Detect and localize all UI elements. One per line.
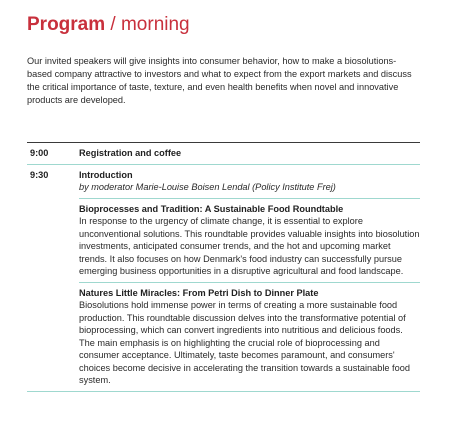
title-morning: morning xyxy=(120,14,190,35)
schedule-time: 9:00 xyxy=(30,148,49,158)
schedule-title: Registration and coffee xyxy=(79,148,182,158)
session-roundtable-1 xyxy=(79,198,420,282)
schedule-content xyxy=(79,143,420,164)
session-title: Natures Little Miracles: From Petri Dish to Dinner Plate xyxy=(79,287,319,298)
schedule-table xyxy=(27,142,420,392)
schedule-content xyxy=(79,165,420,198)
schedule-title: Introduction xyxy=(79,169,133,180)
schedule-row-registration xyxy=(27,142,420,164)
session-description: In response to the urgency of climate change, it is essential to explore unconventional solutions. This roundtable provides valuable insights into biosolution investments, anticipated consumer trends, and the hot and upcoming market trends. It also focuses on how Denmark's food industry can successfully pursue emerging business opportunities in a disruptive agricultural and food landscape. xyxy=(79,216,420,276)
page-title xyxy=(27,12,190,38)
title-separator: / xyxy=(105,14,121,35)
session-title: Bioprocesses and Tradition: A Sustainable Food Roundtable xyxy=(79,203,344,214)
session-description: Biosolutions hold immense power in terms of creating a more sustainable food production. This roundtable discussion delves into the transformative potential of bioprocessing, which can convert ingredients into nutritious and delicious foods. The main emphasis is on highlighting the crucial role of bioprocessing and consumer acceptance. Ultimately, taste becomes paramount, and consumers' choices become decisive in accelerating the transition towards a sustainable food system. xyxy=(79,300,410,385)
intro-paragraph: Our invited speakers will give insights into consumer behavior, how to make a biosolutions-based company attractive to investors and what to expect from the export markets and discuss the critical importance of taste, texture, and even health benefits when novel and innovative products are developed. xyxy=(27,56,412,105)
schedule-time: 9:30 xyxy=(30,169,49,180)
schedule-moderator: by moderator Marie-Louise Boisen Lendal (Policy Institute Frej) xyxy=(79,182,336,192)
schedule-row-introduction xyxy=(27,164,420,392)
title-program: Program xyxy=(27,14,106,35)
session-roundtable-2 xyxy=(79,282,420,391)
